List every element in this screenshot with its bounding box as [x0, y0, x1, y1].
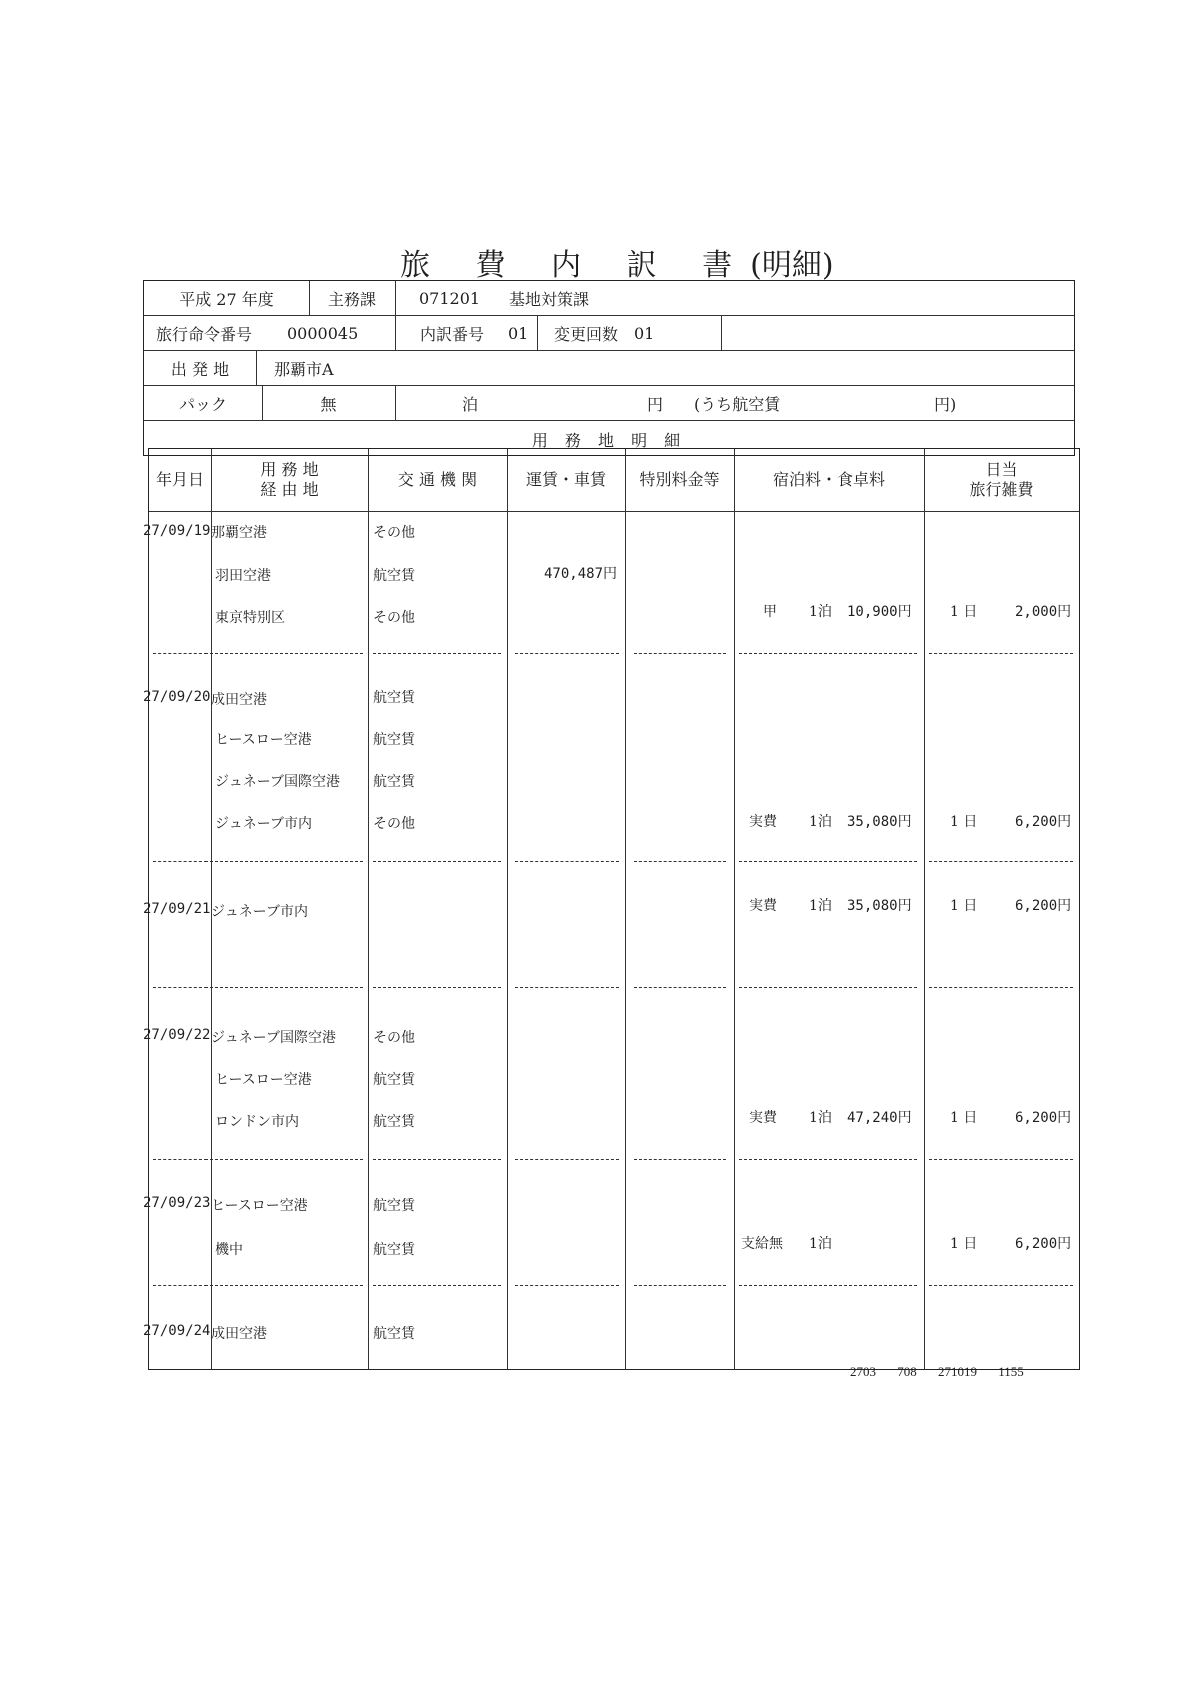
footer-stamp: 2703 708 271019 1155 — [850, 1364, 1024, 1379]
col-place: 用 務 地 経 由 地 — [260, 460, 319, 499]
col-daily: 日当 旅行雑費 — [969, 460, 1034, 499]
lodging-class: 実費 — [749, 898, 777, 914]
place-cell: ジュネーブ国際空港 — [211, 1030, 337, 1046]
place-cell: 那覇空港 — [211, 525, 267, 541]
place-cell: ロンドン市内 — [215, 1114, 299, 1130]
lodging-nights: 1泊 — [809, 898, 832, 914]
detail-table — [143, 448, 1080, 1370]
lodging-class: 実費 — [749, 814, 777, 830]
lodging-class: 実費 — [749, 1110, 777, 1126]
change-no: 01 — [634, 323, 655, 343]
lodging-nights: 1泊 — [809, 1236, 832, 1252]
fiscal-year: 平成 27 年度 — [179, 289, 274, 309]
daily-amount: 6,200円 — [1015, 1236, 1072, 1252]
daily-amount: 6,200円 — [1015, 898, 1072, 914]
daily-amount: 6,200円 — [1015, 814, 1072, 830]
transport-cell: 航空賃 — [373, 690, 415, 706]
airfare-close: 円) — [934, 394, 957, 414]
place-cell: 成田空港 — [211, 692, 267, 708]
order-no: 0000045 — [287, 323, 359, 343]
daily-days: 1 日 — [950, 1236, 978, 1252]
col-special: 特別料金等 — [639, 470, 720, 489]
breakdown-label: 内訳番号 — [420, 324, 485, 344]
transport-cell: その他 — [373, 1030, 415, 1046]
lodging-class: 甲 — [763, 604, 777, 620]
pack-label: パック — [178, 394, 227, 414]
transport-cell: 航空賃 — [373, 1114, 415, 1130]
transport-cell: 航空賃 — [373, 1242, 415, 1258]
breakdown-no: 01 — [508, 323, 529, 343]
date-cell: 27/09/23 — [143, 1195, 211, 1211]
transport-cell: 航空賃 — [373, 1072, 415, 1088]
pack-value: 無 — [320, 394, 337, 414]
lodging-class: 支給無 — [741, 1236, 783, 1252]
lodging-amount: 35,080円 — [847, 898, 912, 914]
date-cell: 27/09/21 — [143, 901, 211, 917]
lodging-nights: 1泊 — [809, 1110, 832, 1126]
fare-cell: 470,487円 — [544, 566, 618, 582]
transport-cell: その他 — [373, 610, 415, 626]
title-text: 旅 費 内 訳 書 — [400, 248, 751, 283]
col-transport: 交 通 機 関 — [397, 470, 478, 489]
date-cell: 27/09/19 — [143, 523, 211, 539]
order-no-label: 旅行命令番号 — [156, 324, 253, 344]
transport-cell: 航空賃 — [373, 568, 415, 584]
daily-amount: 6,200円 — [1015, 1110, 1072, 1126]
place-cell: ジュネーブ国際空港 — [215, 774, 341, 790]
dept-label: 主務課 — [327, 289, 376, 309]
lodging-nights: 1泊 — [809, 814, 832, 830]
header-row-order — [144, 316, 1074, 351]
airfare-open: (うち航空賃 — [694, 394, 781, 414]
place-cell: 機中 — [215, 1242, 243, 1258]
departure-value: 那覇市A — [274, 359, 334, 379]
change-label: 変更回数 — [554, 324, 619, 344]
place-cell: 羽田空港 — [215, 568, 271, 584]
section-title: 用 務 地 明 細 — [531, 431, 687, 450]
date-cell: 27/09/20 — [143, 689, 211, 705]
header-row-departure — [144, 351, 1074, 386]
daily-days: 1 日 — [950, 898, 978, 914]
header-row-pack — [144, 386, 1074, 421]
place-cell: ヒースロー空港 — [215, 1072, 312, 1088]
col-lodging: 宿泊料・食卓料 — [772, 470, 885, 489]
header-row-dept — [144, 281, 1074, 316]
place-cell: ヒースロー空港 — [215, 732, 312, 748]
daily-days: 1 日 — [950, 814, 978, 830]
place-cell: ヒースロー空港 — [211, 1198, 308, 1214]
dept-code: 071201 — [419, 288, 481, 308]
lodging-amount: 47,240円 — [847, 1110, 912, 1126]
daily-days: 1 日 — [950, 604, 978, 620]
transport-cell: その他 — [373, 816, 415, 832]
transport-cell: 航空賃 — [373, 774, 415, 790]
col-fare: 運賃・車賃 — [525, 470, 606, 489]
transport-cell: 航空賃 — [373, 732, 415, 748]
lodging-amount: 35,080円 — [847, 814, 912, 830]
transport-cell: 航空賃 — [373, 1198, 415, 1214]
lodging-amount: 10,900円 — [847, 604, 912, 620]
transport-cell: その他 — [373, 525, 415, 541]
place-cell: 東京特別区 — [215, 610, 285, 626]
daily-days: 1 日 — [950, 1110, 978, 1126]
transport-cell: 航空賃 — [373, 1326, 415, 1342]
date-cell: 27/09/24 — [143, 1323, 211, 1339]
page-title — [400, 240, 834, 284]
daily-amount: 2,000円 — [1015, 604, 1072, 620]
title-paren: (明細) — [750, 248, 834, 283]
date-cell: 27/09/22 — [143, 1027, 211, 1043]
place-cell: ジュネーブ市内 — [211, 904, 309, 920]
place-cell: ジュネーブ市内 — [215, 816, 313, 832]
yen-label: 円 — [647, 394, 664, 414]
lodging-nights: 1泊 — [809, 604, 832, 620]
header-block — [143, 280, 1075, 456]
dept-name: 基地対策課 — [509, 289, 590, 309]
place-cell: 成田空港 — [211, 1326, 267, 1342]
col-date: 年月日 — [155, 470, 204, 489]
nights-label: 泊 — [462, 394, 479, 414]
departure-label: 出 発 地 — [170, 359, 230, 379]
